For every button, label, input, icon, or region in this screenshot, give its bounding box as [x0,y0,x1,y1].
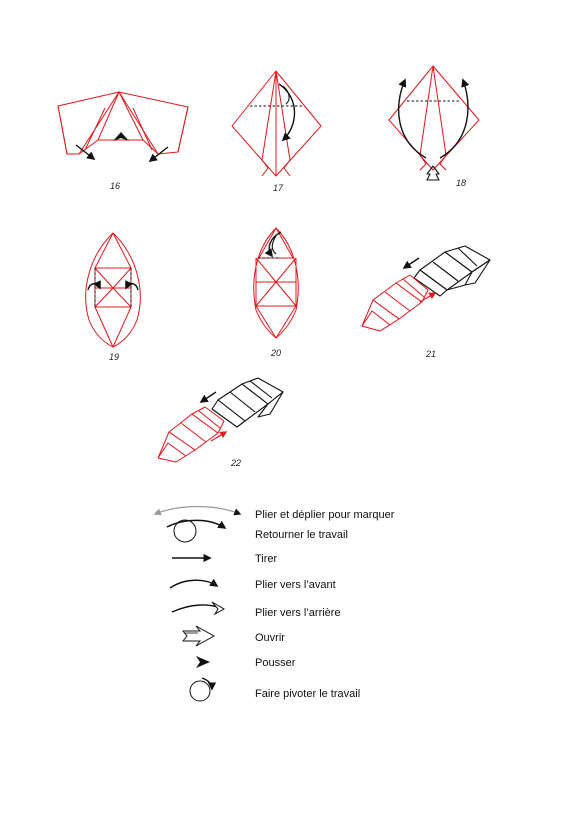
step-20-figure [254,228,298,338]
turn-over-icon [167,520,225,542]
legend [155,507,395,702]
legend-label: Plier et déplier pour marquer [255,509,395,521]
step-number: 21 [426,349,437,359]
pull-arrow-icon [404,258,419,268]
step-19-figure [86,233,141,347]
step-18-figure [389,66,479,180]
step-22-figure [158,378,283,462]
step-number: 20 [271,348,282,358]
step-17-figure [232,71,321,176]
legend-label: Pousser [255,657,296,669]
fold-forward-arrow-icon [170,580,217,588]
rotate-icon [190,678,212,701]
fold-backward-arrow-icon [172,602,224,614]
pull-arrow-icon [201,392,216,402]
fold-forward-arrow-icon [269,232,281,256]
step-21-figure [362,246,490,331]
step-number: 22 [231,458,242,468]
fold-forward-arrow-icon [279,84,295,140]
step-16-figure [58,92,188,161]
pull-arrow-icon [76,145,94,159]
open-arrow-icon [183,626,214,646]
step-number: 16 [110,181,121,191]
legend-label: Plier vers l’avant [255,579,336,591]
step-number: 17 [273,183,284,193]
step-number: 19 [109,352,120,362]
open-arrow-icon [427,166,439,180]
legend-label: Ouvrir [255,632,285,644]
legend-label: Faire pivoter le travail [255,688,361,700]
legend-label: Plier vers l’arrière [255,607,341,619]
legend-label: Tirer [255,553,278,565]
push-arrow-icon [196,656,210,668]
legend-label: Retourner le travail [255,529,348,541]
fold-backward-arrow-icon [440,80,468,158]
step-number: 18 [456,178,467,188]
valley-mountain-crease-arrow-icon [155,507,240,515]
